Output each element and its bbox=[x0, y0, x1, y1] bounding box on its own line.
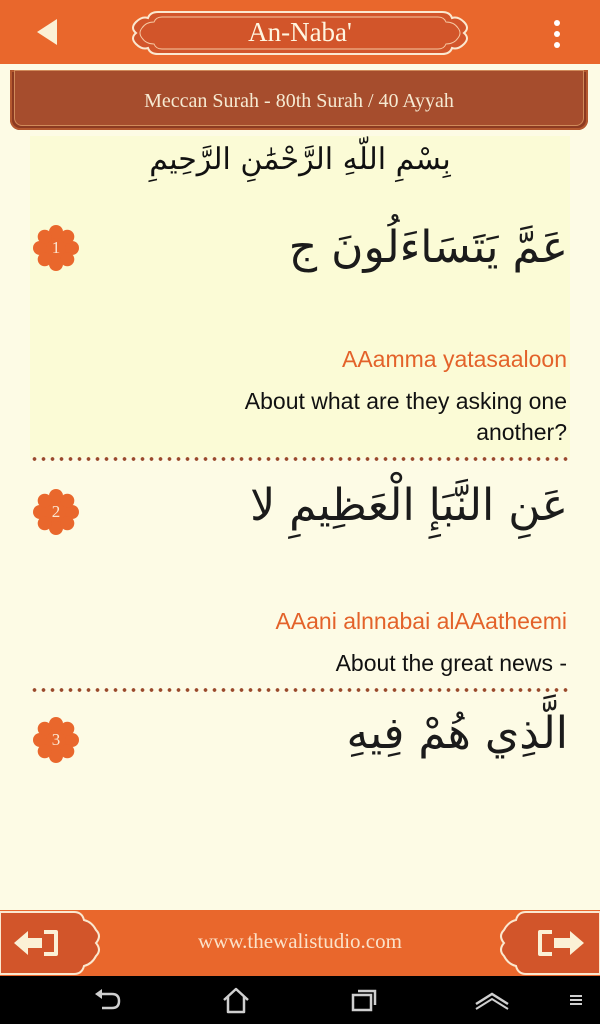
bottom-bar bbox=[0, 910, 600, 976]
overflow-menu-button[interactable] bbox=[540, 12, 574, 56]
nav-up-button[interactable] bbox=[472, 984, 512, 1016]
top-bar bbox=[0, 0, 600, 64]
previous-surah-icon bbox=[0, 910, 104, 976]
verse-number: 3 bbox=[51, 730, 61, 749]
nav-recents-button[interactable] bbox=[344, 984, 384, 1016]
arabic-verse: الَّذِي هُمْ فِيهِ bbox=[346, 708, 568, 759]
menu-dot bbox=[554, 31, 560, 37]
translation: About what are they asking one another? bbox=[244, 388, 567, 445]
verse-number: 1 bbox=[51, 238, 61, 257]
bismillah-text: بِسْمِ اللَّهِ الرَّحْمَٰنِ الرَّحِيمِ bbox=[149, 142, 451, 177]
verse-item[interactable] bbox=[0, 462, 600, 688]
verse-number-badge[interactable] bbox=[32, 488, 80, 536]
surah-info-text: Meccan Surah - 80th Surah / 40 Ayyah bbox=[144, 90, 454, 112]
next-surah-icon bbox=[496, 910, 600, 976]
verse-number-badge[interactable] bbox=[32, 716, 80, 764]
arabic-verse: عَنِ النَّبَإِ الْعَظِيمِ لا bbox=[250, 480, 568, 531]
menu-dot bbox=[554, 42, 560, 48]
verse-divider bbox=[30, 688, 570, 692]
verse-item[interactable] bbox=[0, 136, 600, 458]
surah-banner bbox=[10, 70, 588, 130]
nav-back-button[interactable] bbox=[88, 984, 128, 1016]
transliteration: AAamma yatasaaloon bbox=[341, 346, 567, 372]
nav-menu-icon bbox=[569, 993, 583, 1007]
translation: About the great news - bbox=[335, 650, 567, 676]
verse-number-badge[interactable] bbox=[32, 224, 80, 272]
surah-banner-inner bbox=[14, 70, 584, 126]
transliteration: AAani alnnabai alAAatheemi bbox=[275, 608, 567, 634]
back-arrow-icon bbox=[33, 17, 63, 47]
arabic-verse: عَمَّ يَتَسَاءَلُونَ ج bbox=[288, 222, 568, 273]
next-surah-button[interactable] bbox=[496, 910, 600, 976]
title-frame bbox=[128, 8, 472, 58]
system-navigation-bar bbox=[0, 976, 600, 1024]
back-button[interactable] bbox=[22, 12, 74, 52]
website-link[interactable]: www.thewalistudio.com bbox=[198, 929, 402, 953]
nav-up-icon bbox=[472, 988, 512, 1012]
verse-divider bbox=[30, 457, 570, 461]
page-title: An-Naba' bbox=[248, 17, 352, 47]
nav-back-icon bbox=[92, 988, 124, 1012]
nav-recents-icon bbox=[348, 986, 380, 1014]
verse-list[interactable] bbox=[0, 136, 600, 910]
verse-item[interactable] bbox=[0, 694, 600, 910]
surah-banner-area bbox=[0, 64, 600, 136]
nav-home-icon bbox=[220, 986, 252, 1014]
previous-surah-button[interactable] bbox=[0, 910, 104, 976]
verse-number: 2 bbox=[51, 502, 61, 521]
nav-menu-button[interactable] bbox=[560, 984, 592, 1016]
nav-home-button[interactable] bbox=[216, 984, 256, 1016]
more-vertical-icon bbox=[554, 20, 560, 26]
